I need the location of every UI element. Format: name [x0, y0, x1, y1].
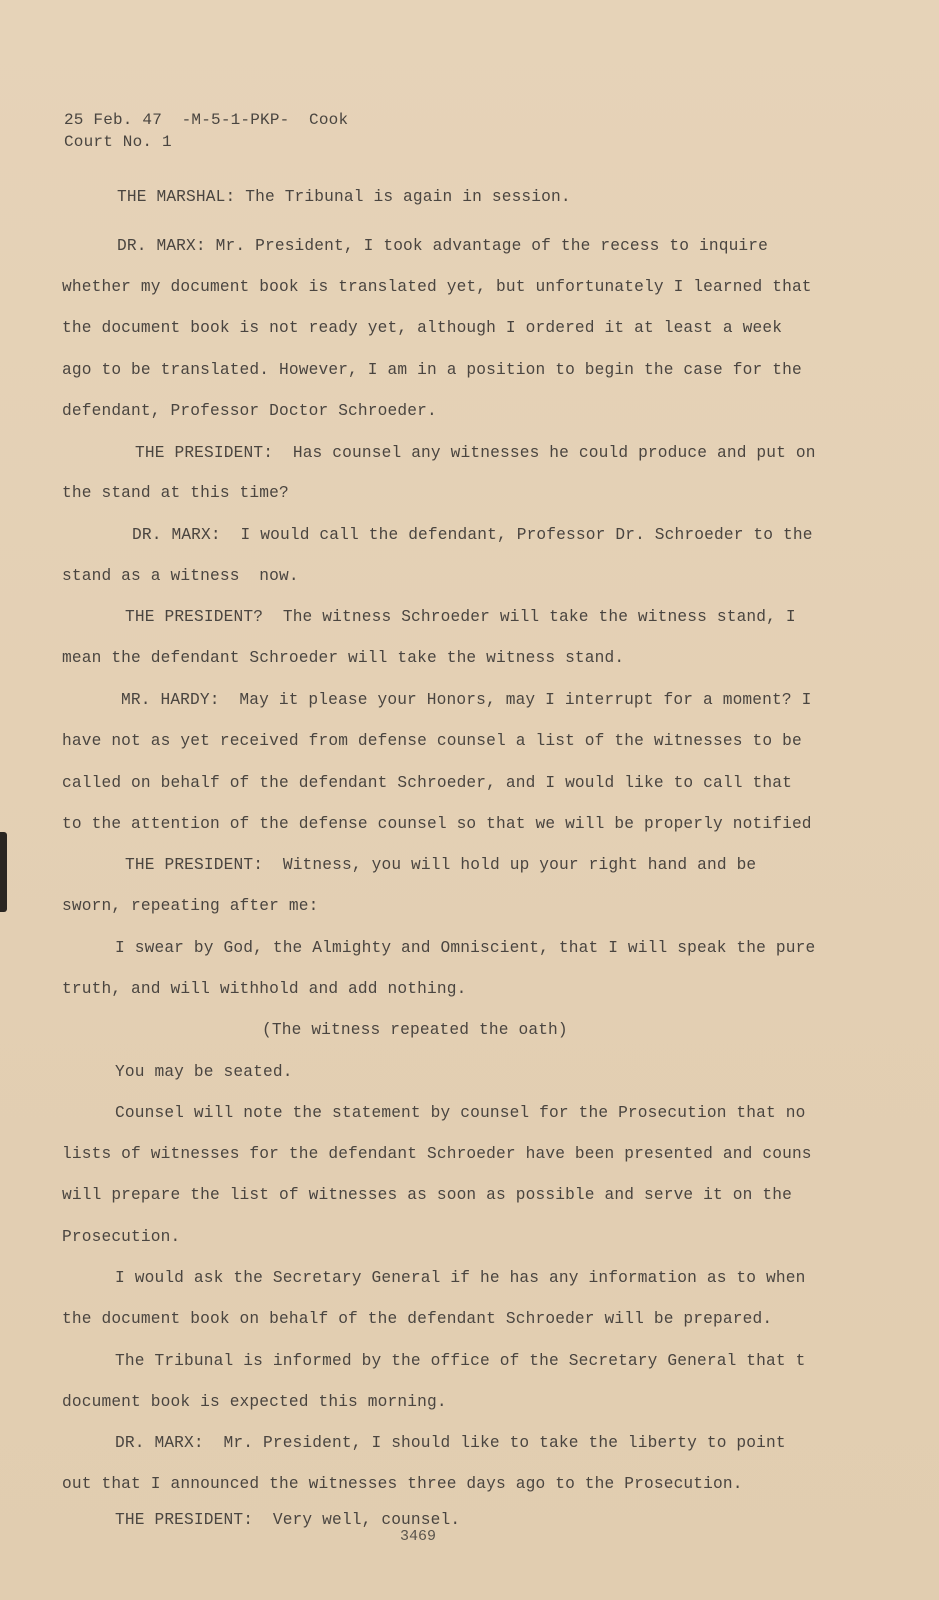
- header-court-line: Court No. 1: [64, 133, 172, 151]
- transcript-line: the stand at this time?: [62, 484, 289, 502]
- transcript-line: THE PRESIDENT? The witness Schroeder will take the witness stand, I: [125, 608, 796, 626]
- transcript-line: will prepare the list of witnesses as soon as possible and serve it on the: [62, 1186, 792, 1204]
- transcript-line: THE PRESIDENT: Has counsel any witnesses he could produce and put on: [135, 444, 816, 462]
- transcript-line: Counsel will note the statement by counsel for the Prosecution that no: [115, 1104, 806, 1122]
- page-number: 3469: [400, 1528, 437, 1545]
- transcript-line: stand as a witness now.: [62, 567, 299, 585]
- transcript-line: Prosecution.: [62, 1228, 181, 1246]
- transcript-line: mean the defendant Schroeder will take the witness stand.: [62, 649, 625, 667]
- transcript-line: whether my document book is translated yet, but unfortunately I learned that: [62, 278, 812, 296]
- transcript-line: the document book is not ready yet, although I ordered it at least a week: [62, 319, 783, 337]
- transcript-line: document book is expected this morning.: [62, 1393, 447, 1411]
- transcript-line: out that I announced the witnesses three days ago to the Prosecution.: [62, 1475, 743, 1493]
- header-date-line: 25 Feb. 47 -M-5-1-PKP- Cook: [64, 111, 349, 129]
- transcript-line: defendant, Professor Doctor Schroeder.: [62, 402, 437, 420]
- transcript-line: lists of witnesses for the defendant Schroeder have been presented and couns: [62, 1145, 812, 1163]
- transcript-line: THE MARSHAL: The Tribunal is again in session.: [117, 188, 571, 206]
- transcript-line: to the attention of the defense counsel so that we will be properly notified: [62, 815, 812, 833]
- transcript-line: truth, and will withhold and add nothing.: [62, 980, 467, 998]
- transcript-line: ago to be translated. However, I am in a position to begin the case for the: [62, 361, 802, 379]
- transcript-line: called on behalf of the defendant Schroeder, and I would like to call that: [62, 774, 792, 792]
- transcript-line: DR. MARX: Mr. President, I should like to take the liberty to point: [115, 1434, 786, 1452]
- transcript-line: the document book on behalf of the defendant Schroeder will be prepared.: [62, 1310, 773, 1328]
- transcript-line: The Tribunal is informed by the office of the Secretary General that t: [115, 1352, 806, 1370]
- transcript-line: (The witness repeated the oath): [262, 1021, 568, 1039]
- transcript-line: sworn, repeating after me:: [62, 897, 319, 915]
- transcript-line: I swear by God, the Almighty and Omniscient, that I will speak the pure: [115, 939, 816, 957]
- transcript-line: You may be seated.: [115, 1063, 293, 1081]
- transcript-line: THE PRESIDENT: Witness, you will hold up your right hand and be: [125, 856, 757, 874]
- transcript-line: have not as yet received from defense counsel a list of the witnesses to be: [62, 732, 802, 750]
- transcript-line: DR. MARX: I would call the defendant, Professor Dr. Schroeder to the: [132, 526, 813, 544]
- transcript-line: DR. MARX: Mr. President, I took advantage of the recess to inquire: [117, 237, 769, 255]
- transcript-line: I would ask the Secretary General if he has any information as to when: [115, 1269, 806, 1287]
- transcript-line: MR. HARDY: May it please your Honors, may I interrupt for a moment? I: [121, 691, 812, 709]
- transcript-line: THE PRESIDENT: Very well, counsel.: [115, 1511, 461, 1529]
